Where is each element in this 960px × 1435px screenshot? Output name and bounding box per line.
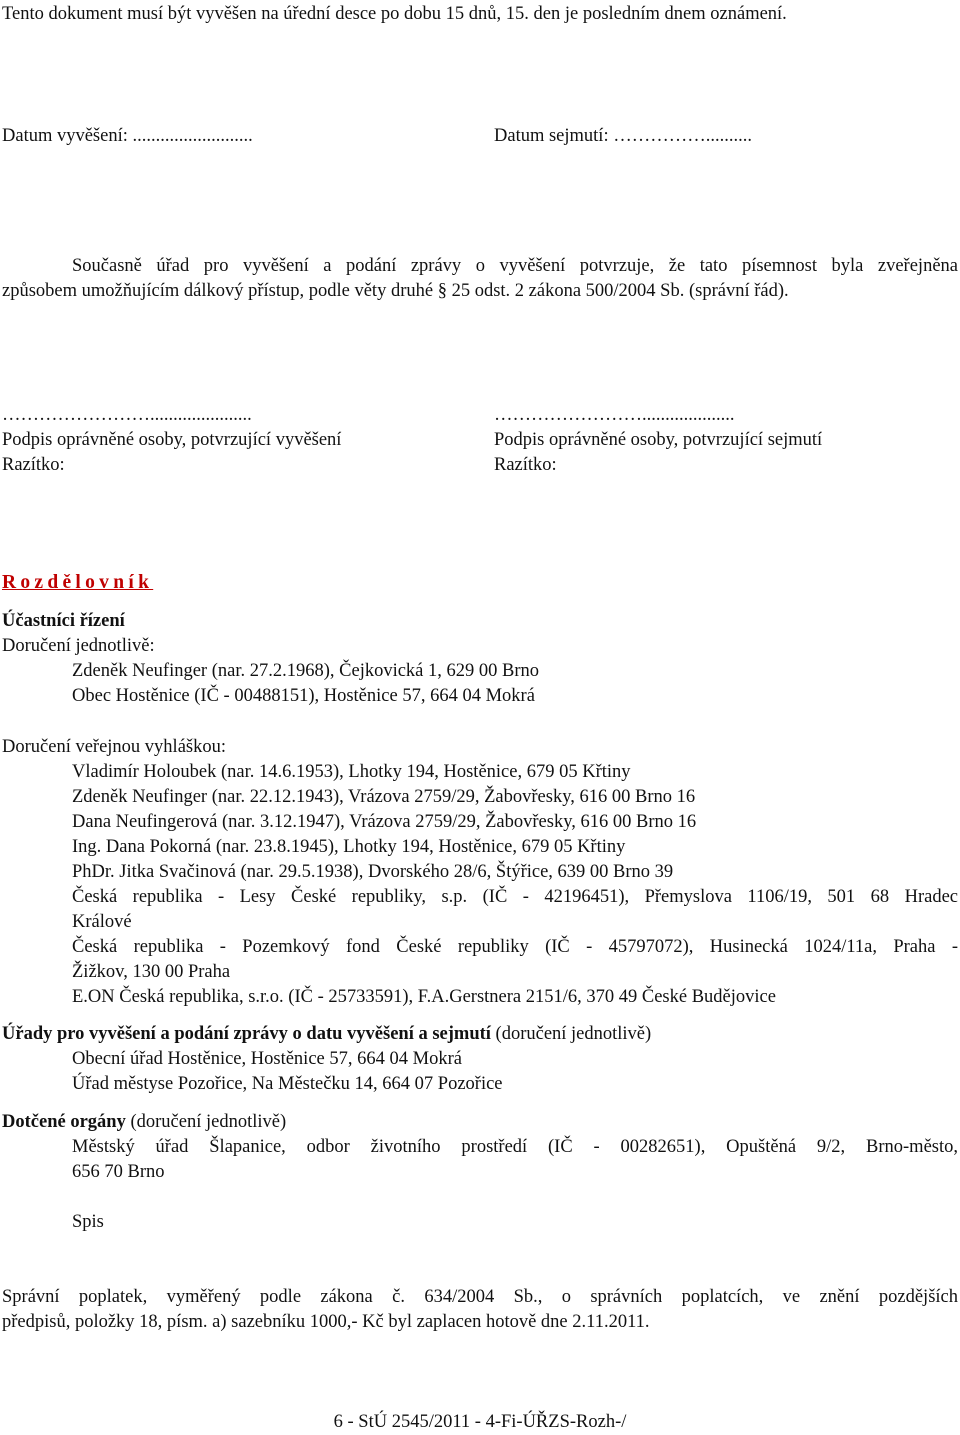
recipient-lesy-line-2: Králové <box>72 912 132 932</box>
recipient-pozemkovy-line-2: Žižkov, 130 00 Praha <box>72 962 231 982</box>
signature-left-dots: ……………………...................... <box>2 405 252 425</box>
document-reference-footer: 6 - StÚ 2545/2011 - 4-Fi-ÚŘZS-Rozh-/ <box>333 1412 627 1432</box>
fee-line-1: Správní poplatek, vyměřený podle zákona č. 634/2004 Sb., o správních poplatcích, ve znění pozdějších <box>2 1287 958 1307</box>
offices-heading <box>2 1022 651 1047</box>
recipient-public-4: Ing. Dana Pokorná (nar. 23.8.1945), Lhotky 194, Hostěnice, 679 05 Křtiny <box>72 837 626 857</box>
recipient-public-2: Zdeněk Neufinger (nar. 22.12.1943), Vrázova 2759/29, Žabovřesky, 616 00 Brno 16 <box>72 787 696 807</box>
stamp-left-label: Razítko: <box>2 455 65 475</box>
distribution-title: Rozdělovník <box>2 572 154 593</box>
authorities-heading <box>2 1110 286 1135</box>
office-1: Obecní úřad Hostěnice, Hostěnice 57, 664 04 Mokrá <box>72 1049 462 1069</box>
recipient-public-1: Vladimír Holoubek (nar. 14.6.1953), Lhotky 194, Hostěnice, 679 05 Křtiny <box>72 762 631 782</box>
authority-line-2: 656 70 Brno <box>72 1162 165 1182</box>
offices-heading-note: (doručení jednotlivě) <box>490 1024 652 1044</box>
recipient-pozemkovy-line-1: Česká republika - Pozemkový fond České republiky (IČ - 45797072), Husinecká 1024/11a, Praha - <box>72 937 958 957</box>
posted-date-field: Datum vyvěšení: .......................... <box>2 126 253 146</box>
authority-line-1: Městský úřad Šlapanice, odbor životního prostředí (IČ - 00282651), Opuštěná 9/2, Brno-město, <box>72 1137 958 1157</box>
participants-heading: Účastníci řízení <box>2 611 125 631</box>
office-2: Úřad městyse Pozořice, Na Městečku 14, 664 07 Pozořice <box>72 1074 503 1094</box>
authorities-heading-bold: Dotčené orgány <box>2 1112 126 1132</box>
signature-left-label: Podpis oprávněné osoby, potvrzující vyvěšení <box>2 430 342 450</box>
authorities-heading-note: (doručení jednotlivě) <box>125 1112 287 1132</box>
confirmation-line-2: způsobem umožňujícím dálkový přístup, podle věty druhé § 25 odst. 2 zákona 500/2004 Sb. (správní řád). <box>2 281 789 301</box>
recipient-individual-2: Obec Hostěnice (IČ - 00488151), Hostěnice 57, 664 04 Mokrá <box>72 686 535 706</box>
recipient-lesy-line-1: Česká republika - Lesy České republiky, s.p. (IČ - 42196451), Přemyslova 1106/19, 501 68 Hradec <box>72 887 958 907</box>
recipient-individual-1: Zdeněk Neufinger (nar. 27.2.1968), Čejkovická 1, 629 00 Brno <box>72 661 540 681</box>
signature-right-dots: …………………….................... <box>494 405 735 425</box>
individual-delivery-heading: Doručení jednotlivě: <box>2 636 155 656</box>
stamp-right-label: Razítko: <box>494 455 557 475</box>
recipient-eon: E.ON Česká republika, s.r.o. (IČ - 25733591), F.A.Gerstnera 2151/6, 370 49 České Budějovice <box>72 987 776 1007</box>
recipient-public-5: PhDr. Jitka Svačinová (nar. 29.5.1938), Dvorského 28/6, Štýřice, 639 00 Brno 39 <box>72 862 674 882</box>
file-copy-label: Spis <box>72 1212 104 1232</box>
public-delivery-heading: Doručení veřejnou vyhláškou: <box>2 737 226 757</box>
confirmation-line-1: Současně úřad pro vyvěšení a podání zprávy o vyvěšení potvrzuje, že tato písemnost byla zveřejněna <box>72 256 958 276</box>
posting-notice: Tento dokument musí být vyvěšen na úřední desce po dobu 15 dnů, 15. den je posledním dnem oznámení. <box>2 4 787 24</box>
signature-right-label: Podpis oprávněné osoby, potvrzující sejmutí <box>494 430 823 450</box>
recipient-public-3: Dana Neufingerová (nar. 3.12.1947), Vrázova 2759/29, Žabovřesky, 616 00 Brno 16 <box>72 812 697 832</box>
removed-date-field: Datum sejmutí: …………….......... <box>494 126 752 146</box>
offices-heading-bold: Úřady pro vyvěšení a podání zprávy o datu vyvěšení a sejmutí <box>2 1024 491 1044</box>
fee-line-2: předpisů, položky 18, písm. a) sazebníku 1000,- Kč byl zaplacen hotově dne 2.11.2011. <box>2 1312 650 1332</box>
